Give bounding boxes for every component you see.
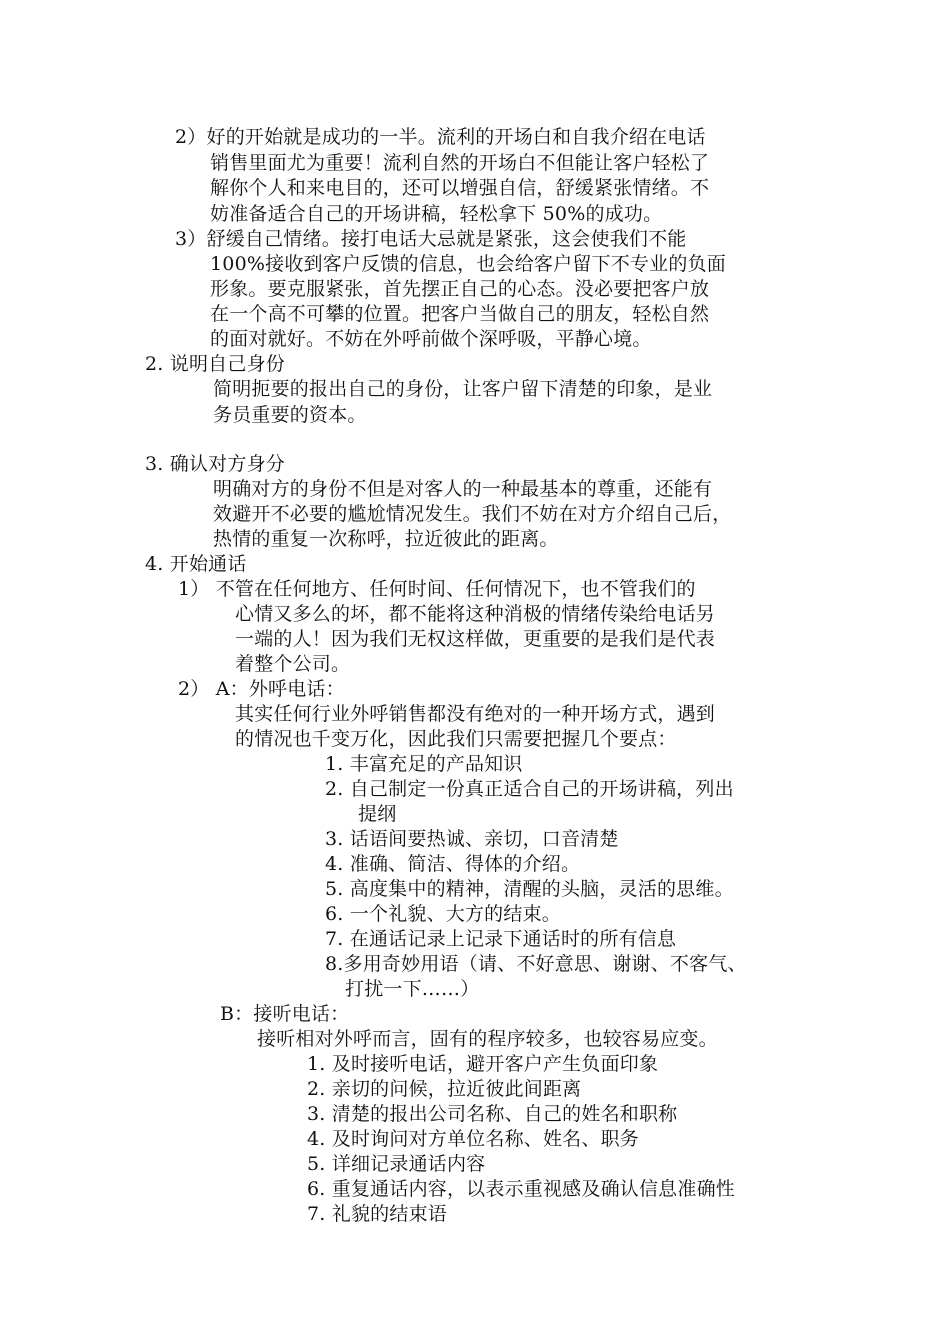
section-4-item2-line-2: 的情况也千变万化，因此我们只需要把握几个要点： [235, 728, 677, 750]
section-2-line-1: 简明扼要的报出自己的身份，让客户留下清楚的印象，是业 [213, 378, 713, 400]
item2-line-1: 2）好的开始就是成功的一半。流利的开场白和自我介绍在电话 [175, 126, 706, 148]
outbound-point-8: 8.多用奇妙用语（请、不好意思、谢谢、不客气、 [325, 953, 747, 975]
item3-line-3: 形象。要克服紧张，首先摆正自己的心态。没必要把客户放 [210, 278, 710, 300]
section-3-heading: 3. 确认对方身分 [145, 453, 285, 475]
section-3-line-3: 热情的重复一次称呼，拉近彼此的距离。 [213, 528, 559, 550]
section-4-item1-line-2: 心情又多么的坏，都不能将这种消极的情绪传染给电话另 [235, 603, 716, 625]
outbound-point-4: 4. 准确、简洁、得体的介绍。 [325, 853, 581, 875]
outbound-point-3: 3. 话语间要热诚、亲切，口音清楚 [325, 828, 619, 850]
outbound-point-7: 7. 在通话记录上记录下通话时的所有信息 [325, 928, 677, 950]
section-3-line-2: 效避开不必要的尴尬情况发生。我们不妨在对方介绍自己后， [213, 503, 732, 525]
section-3-line-1: 明确对方的身份不但是对客人的一种最基本的尊重，还能有 [213, 478, 713, 500]
inbound-step-2: 2. 亲切的问候，拉近彼此间距离 [307, 1078, 582, 1100]
section-2-line-2: 务员重要的资本。 [213, 404, 367, 426]
outbound-point-8-cont: 打扰一下……） [345, 978, 480, 1000]
item2-line-4: 妨准备适合自己的开场讲稿，轻松拿下 50%的成功。 [210, 203, 663, 225]
section-4-item1-line-3: 一端的人！因为我们无权这样做，更重要的是我们是代表 [235, 628, 716, 650]
item2-line-3: 解你个人和来电目的，还可以增强自信，舒缓紧张情绪。不 [210, 177, 710, 199]
item3-line-1: 3）舒缓自己情绪。接打电话大忌就是紧张，这会使我们不能 [175, 228, 687, 250]
section-4-item1-line-4: 着整个公司。 [235, 653, 351, 675]
outbound-point-5: 5. 高度集中的精神，清醒的头脑，灵活的思维。 [325, 878, 734, 900]
inbound-step-7: 7. 礼貌的结束语 [307, 1203, 447, 1225]
outbound-point-1: 1. 丰富充足的产品知识 [325, 753, 523, 775]
item3-line-4: 在一个高不可攀的位置。把客户当做自己的朋友，轻松自然 [210, 303, 710, 325]
inbound-intro: 接听相对外呼而言，固有的程序较多，也较容易应变。 [257, 1028, 718, 1050]
inbound-step-3: 3. 清楚的报出公司名称、自己的姓名和职称 [307, 1103, 678, 1125]
section-4-item2-line-1: 其实任何行业外呼销售都没有绝对的一种开场方式，遇到 [235, 703, 716, 725]
item3-line-2: 100%接收到客户反馈的信息，也会给客户留下不专业的负面 [210, 253, 726, 275]
section-4-item2-heading: 2） A：外呼电话： [178, 678, 345, 700]
outbound-point-2-cont: 提纲 [358, 803, 397, 825]
inbound-step-6: 6. 重复通话内容，以表示重视感及确认信息准确性 [307, 1178, 735, 1200]
inbound-step-1: 1. 及时接听电话，避开客户产生负面印象 [307, 1053, 659, 1075]
inbound-heading: B：接听电话： [220, 1003, 350, 1025]
section-4-item1-line-1: 1） 不管在任何地方、任何时间、任何情况下，也不管我们的 [178, 578, 696, 600]
outbound-point-2: 2. 自己制定一份真正适合自己的开场讲稿，列出 [325, 778, 734, 800]
section-4-heading: 4. 开始通话 [145, 553, 247, 575]
item2-line-2: 销售里面尤为重要！流利自然的开场白不但能让客户轻松了 [210, 152, 710, 174]
section-2-heading: 2. 说明自己身份 [145, 353, 285, 375]
outbound-point-6: 6. 一个礼貌、大方的结束。 [325, 903, 561, 925]
item3-line-5: 的面对就好。不妨在外呼前做个深呼吸，平静心境。 [210, 328, 652, 350]
inbound-step-5: 5. 详细记录通话内容 [307, 1153, 486, 1175]
inbound-step-4: 4. 及时询问对方单位名称、姓名、职务 [307, 1128, 639, 1150]
